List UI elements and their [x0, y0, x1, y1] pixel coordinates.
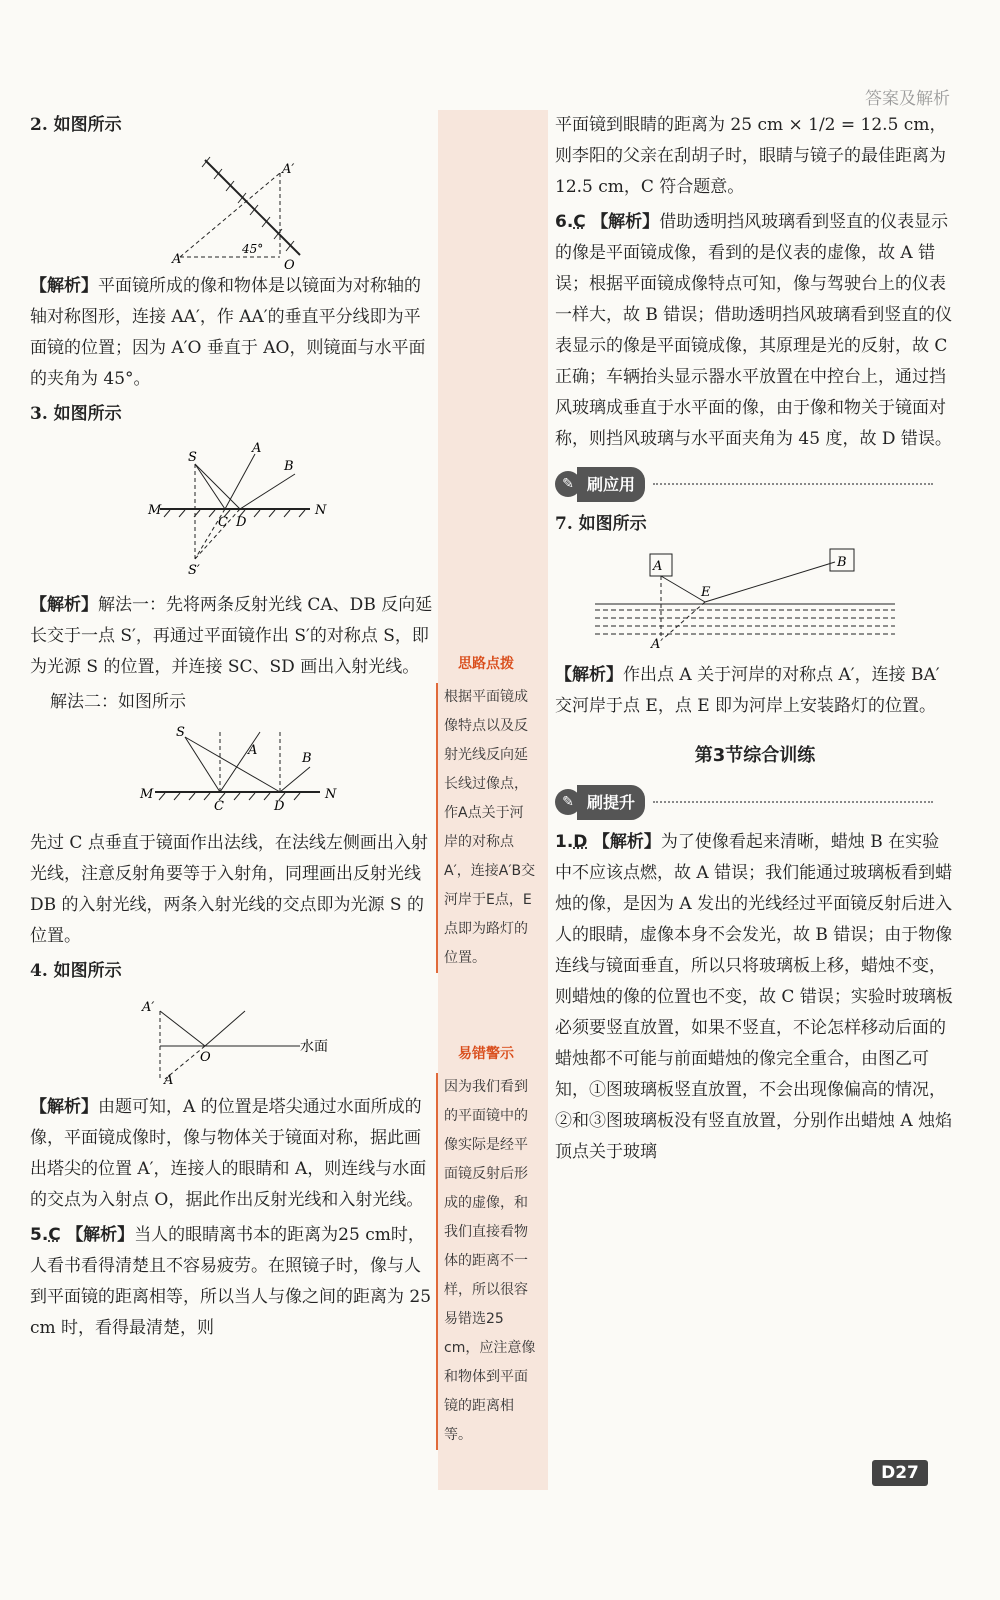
q6-analysis-text: 借助透明挡风玻璃看到竖直的仪表显示的像是平面镜成像，看到的是仪表的虚像，故 A 错误；根据平面镜成像特点可知，像与驾驶台上的仪表一样大，故 B 错误；借助透明挡风玻璃看到竖直的仪表显示的像是平面镜成像，其原理是光的反射，故 C 正确；车辆抬头显示器水平放置在中控台上，通过挡风玻璃成垂直于水平面的像，由于像和物关于镜面对称，则挡风玻璃与水平面夹角为 45 度，故 D 错误。 — [555, 212, 953, 449]
q1 — [555, 827, 955, 1168]
q7-label-a: A — [653, 559, 663, 574]
brush-icon: ✎ — [555, 789, 581, 815]
q3m2-label-m: M — [140, 787, 154, 802]
q5-number: 5. — [30, 1225, 49, 1245]
badge-improve — [555, 787, 933, 817]
q3-analysis-label: 【解析】 — [30, 595, 98, 615]
q7-figure — [555, 544, 955, 654]
q3m2-label-c: C — [214, 799, 224, 814]
q4-analysis-label: 【解析】 — [30, 1097, 98, 1117]
q3m2-label-n: N — [325, 787, 337, 802]
q1-analysis-text: 为了使像看起来清晰，蜡烛 B 在实验中不应该点燃，故 A 错误；我们能通过玻璃板看到蜡烛的像，是因为 A 发出的光线经过平面镜反射后进入人的眼睛，虚像本身不会发光，故 B 错误；由于物像连线与镜面垂直，所以只将玻璃板上移，蜡烛不变，则蜡烛的像的位置也不变，故 C 错误；实验时玻璃板必须要竖直放置，如果不竖直，不论怎样移动后面的蜡烛都不可能与前面蜡烛的像完全重合，由图乙可知，①图玻璃板竖直放置，不会出现像偏高的情况，②和③图玻璃板没有竖直放置，分别作出蜡烛 A 烛焰顶点关于玻璃 — [555, 832, 953, 1162]
q7-diagram — [555, 544, 955, 654]
q5-analysis-text: 当人的眼睛离书本的距离为25 cm时，人看书看得清楚且不容易疲劳。在照镜子时，像与人到平面镜的距离相等，所以当人与像之间的距离为 25 cm 时，看得最清楚，则 — [30, 1225, 432, 1338]
brush-icon: ✎ — [555, 471, 581, 497]
q7-label-a-prime: A′ — [651, 637, 664, 652]
q2-analysis-label: 【解析】 — [30, 276, 98, 296]
q3-analysis-text: 解法一：先将两条反射光线 CA、DB 反向延长交于一点 S′，再通过平面镜作出 S′的对称点 S，即为光源 S 的位置，并连接 SC、SD 画出入射光线。 — [30, 595, 433, 677]
q3-title: 3. 如图所示 — [30, 404, 122, 424]
q7-label-b: B — [837, 555, 847, 570]
q3-label-a: A — [252, 441, 262, 456]
page-number: D27 — [872, 1460, 928, 1486]
q4-title: 4. 如图所示 — [30, 961, 122, 981]
q3-label-s-prime: S′ — [188, 563, 200, 578]
q2-label-a: A — [172, 252, 182, 267]
q4-label-a-prime: A′ — [142, 1000, 155, 1015]
badge-divider — [653, 483, 933, 485]
right-column — [555, 110, 955, 1172]
q5 — [30, 1220, 435, 1344]
q2-title: 2. 如图所示 — [30, 115, 122, 135]
badge-application — [555, 469, 933, 499]
q7-analysis-text: 作出点 A 关于河岸的对称点 A′，连接 BA′交河岸于点 E，点 E 即为河岸上安装路灯的位置。 — [555, 665, 940, 716]
q7-label-e: E — [701, 585, 711, 600]
q3-analysis — [30, 590, 435, 683]
q3-label-s: S — [188, 450, 197, 465]
q7-title: 7. 如图所示 — [555, 514, 647, 534]
q3-diagram — [30, 434, 435, 584]
q3-label-n: N — [315, 503, 327, 518]
badge-divider — [653, 801, 933, 803]
q2-label-angle: 45° — [242, 242, 264, 256]
q2-label-o: O — [284, 258, 295, 273]
q5-continued: 平面镜到眼睛的距离为 25 cm × 1/2 = 12.5 cm，则李阳的父亲在刮胡子时，眼睛与镜子的最佳距离为 12.5 cm，C 符合题意。 — [555, 115, 947, 197]
q3m2-label-d: D — [274, 799, 285, 814]
tip-mistake — [436, 1040, 536, 1450]
q6-analysis-label: 【解析】 — [591, 212, 660, 232]
badge-application-label: 刷应用 — [577, 467, 645, 502]
q2-diagram — [30, 145, 435, 273]
q3m2-label-b: B — [302, 751, 312, 766]
q2-label-a-prime: A′ — [282, 162, 295, 177]
q3-method2-figure — [30, 722, 435, 822]
tip-thinking-title: 思路点拨 — [458, 656, 514, 672]
q4-figure — [30, 991, 435, 1086]
q3-figure — [30, 434, 435, 584]
q1-analysis-label: 【解析】 — [592, 832, 661, 852]
q3m2-label-a: A — [248, 743, 258, 758]
q7-analysis-label: 【解析】 — [555, 665, 623, 685]
q3m2-label-s: S — [176, 725, 185, 740]
q1-answer: D — [573, 832, 588, 852]
q3-method2-diagram — [30, 722, 435, 822]
q6 — [555, 207, 955, 455]
q4-label-o: O — [200, 1050, 211, 1065]
q3-label-d: D — [236, 515, 247, 530]
q4-diagram — [30, 991, 435, 1086]
q1-number: 1. — [555, 832, 574, 852]
q6-answer: C — [573, 212, 586, 232]
page-header: 答案及解析 — [865, 89, 950, 109]
q4-analysis-text: 由题可知，A 的位置是塔尖通过水面所成的像，平面镜成像时，像与物体关于镜面对称，据此画出塔尖的位置 A′，连接人的眼睛和 A，则连线与水面的交点为入射点 O，据此作出反射光线和入射光线。 — [30, 1097, 427, 1210]
q2-analysis — [30, 271, 435, 395]
section-title: 第3节综合训练 — [694, 745, 816, 766]
tip-thinking — [436, 650, 536, 973]
q4-analysis — [30, 1092, 435, 1216]
q3-method2-text: 先过 C 点垂直于镜面作出法线，在法线左侧画出入射光线，注意反射角要等于入射角，同理画出反射光线 DB 的入射光线，两条入射光线的交点即为光源 S 的位置。 — [30, 833, 428, 946]
q7-analysis — [555, 660, 955, 722]
left-column — [30, 110, 435, 1348]
tip-mistake-title: 易错警示 — [458, 1046, 514, 1062]
q5-answer: C — [48, 1225, 61, 1245]
badge-improve-label: 刷提升 — [577, 785, 645, 820]
q3-label-b: B — [284, 459, 294, 474]
q5-analysis-label: 【解析】 — [66, 1225, 135, 1245]
tip-thinking-body: 根据平面镜成像特点以及反射光线反向延长线过像点，作A点关于河岸的对称点A′，连接A′B交河岸于E点，E点即为路灯的位置。 — [436, 683, 536, 973]
q4-label-a: A — [164, 1073, 174, 1088]
q4-label-water: 水面 — [300, 1039, 328, 1055]
tip-mistake-body: 因为我们看到的平面镜中的像实际是经平面镜反射后形成的虚像，和我们直接看物体的距离不一样，所以很容易错选25 cm，应注意像和物体到平面镜的距离相等。 — [436, 1073, 536, 1450]
q2-analysis-text: 平面镜所成的像和物体是以镜面为对称轴的轴对称图形，连接 AA′，作 AA′的垂直平分线即为平面镜的位置；因为 A′O 垂直于 AO，则镜面与水平面的夹角为 45°。 — [30, 276, 426, 389]
q6-number: 6. — [555, 212, 574, 232]
q3-label-c: C — [218, 515, 228, 530]
q2-figure — [30, 145, 435, 273]
q3-label-m: M — [148, 503, 162, 518]
q3-method2: 解法二：如图所示 — [50, 692, 186, 712]
